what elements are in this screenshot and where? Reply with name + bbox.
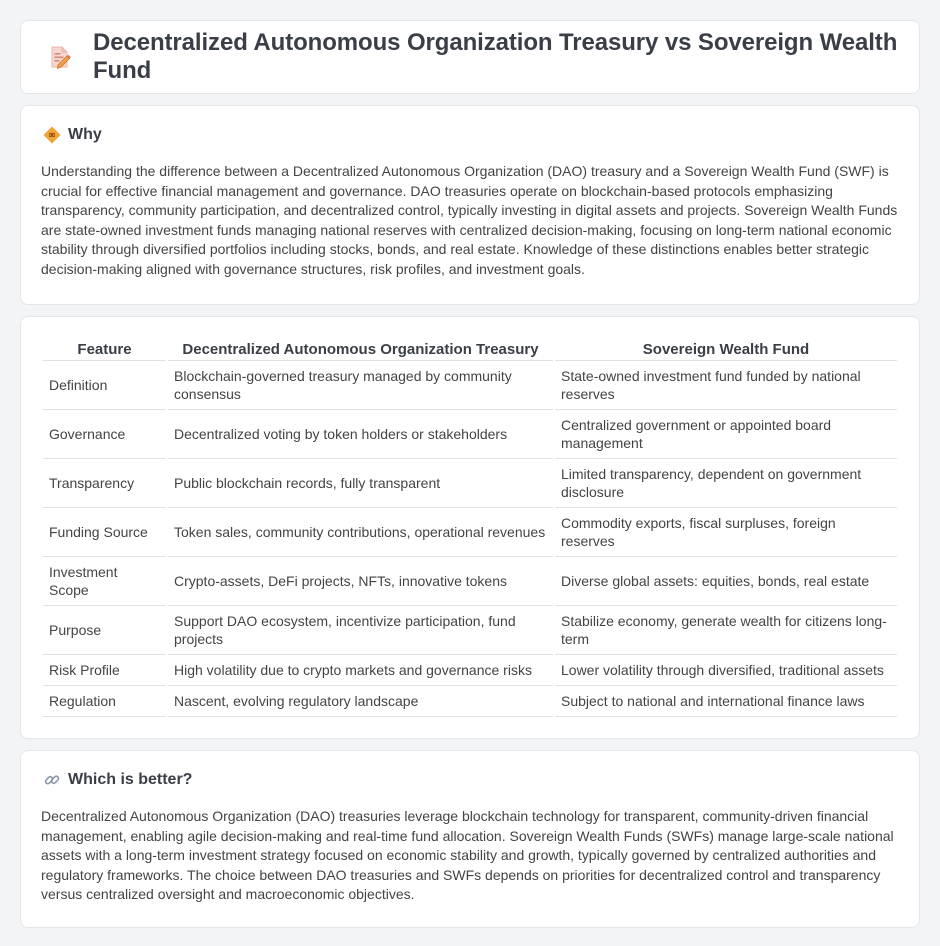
row-swf-value: Stabilize economy, generate wealth for citizens long-term (555, 606, 897, 655)
row-feature: Regulation (43, 686, 166, 717)
row-dao-value: Token sales, community contributions, operational revenues (168, 508, 553, 557)
row-swf-value: State-owned investment fund funded by national reserves (555, 361, 897, 410)
better-text: Decentralized Autonomous Organization (DAO) treasuries leverage blockchain technology for transparent, community-driven financial management, enabling agile decision-making and real-time fund allocation. Sovereign Wealth Funds (SWFs) manage large-scale national assets with a long-term investment strategy focused on economic stability and growth, typically governed by centralized authorities and regulatory frameworks. The choice between DAO treasuries and SWFs depends on priorities for decentralized control and transparency versus centralized oversight and macroeconomic objectives. (41, 808, 894, 903)
row-dao-value: Decentralized voting by token holders or stakeholders (168, 410, 553, 459)
table-row (43, 557, 897, 606)
header-sovereign-wealth-fund: Sovereign Wealth Fund (555, 337, 897, 361)
header-feature: Feature (43, 337, 166, 361)
row-feature: Purpose (43, 606, 166, 655)
better-heading (43, 771, 899, 789)
table-row (43, 410, 897, 459)
comparison-table-card (20, 316, 920, 739)
row-feature: Governance (43, 410, 166, 459)
row-dao-value: Crypto-assets, DeFi projects, NFTs, innovative tokens (168, 557, 553, 606)
row-swf-value: Diverse global assets: equities, bonds, real estate (555, 557, 897, 606)
header-card (20, 20, 920, 94)
page-title: Decentralized Autonomous Organization Treasury vs Sovereign Wealth Fund (93, 29, 898, 84)
row-swf-value: Subject to national and international finance laws (555, 686, 897, 717)
table-header-row (43, 337, 897, 361)
row-swf-value: Commodity exports, fiscal surpluses, foreign reserves (555, 508, 897, 557)
row-swf-value: Limited transparency, dependent on government disclosure (555, 459, 897, 508)
table-row (43, 459, 897, 508)
row-feature: Risk Profile (43, 655, 166, 686)
row-feature: Funding Source (43, 508, 166, 557)
row-feature: Definition (43, 361, 166, 410)
row-dao-value: Support DAO ecosystem, incentivize participation, fund projects (168, 606, 553, 655)
row-feature: Investment Scope (43, 557, 166, 606)
row-swf-value: Centralized government or appointed board management (555, 410, 897, 459)
row-dao-value: Nascent, evolving regulatory landscape (168, 686, 553, 717)
table-row (43, 508, 897, 557)
row-feature: Transparency (43, 459, 166, 508)
why-heading (43, 126, 899, 144)
comparison-table (41, 337, 899, 717)
row-swf-value: Lower volatility through diversified, traditional assets (555, 655, 897, 686)
why-title: Why (68, 126, 102, 143)
table-row (43, 686, 897, 717)
table-row (43, 655, 897, 686)
row-dao-value: Blockchain-governed treasury managed by community consensus (168, 361, 553, 410)
link-icon (43, 771, 61, 789)
why-section (20, 105, 920, 305)
which-is-better-section (20, 750, 920, 928)
row-dao-value: Public blockchain records, fully transparent (168, 459, 553, 508)
document-edit-icon (45, 43, 73, 71)
header-dao-treasury: Decentralized Autonomous Organization Treasury (168, 337, 553, 361)
why-text: Understanding the difference between a Decentralized Autonomous Organization (DAO) treasury and a Sovereign Wealth Fund (SWF) is crucial for effective financial management and governance. DAO treasuries operate on blockchain-based protocols emphasizing transparency, community participation, and decentralized control, typically investing in digital assets and projects. Sovereign Wealth Funds are state-owned investment funds managing national reserves with centralized decision-making, focusing on long-term national economic stability through diversified portfolios including stocks, bonds, and real estate. Knowledge of these distinctions enables better strategic decision-making aligned with governance structures, risk profiles, and investment goals. (41, 163, 898, 277)
better-title: Which is better? (68, 771, 193, 788)
table-row (43, 606, 897, 655)
row-dao-value: High volatility due to crypto markets and governance risks (168, 655, 553, 686)
diamond-warning-icon (43, 126, 61, 144)
table-row (43, 361, 897, 410)
